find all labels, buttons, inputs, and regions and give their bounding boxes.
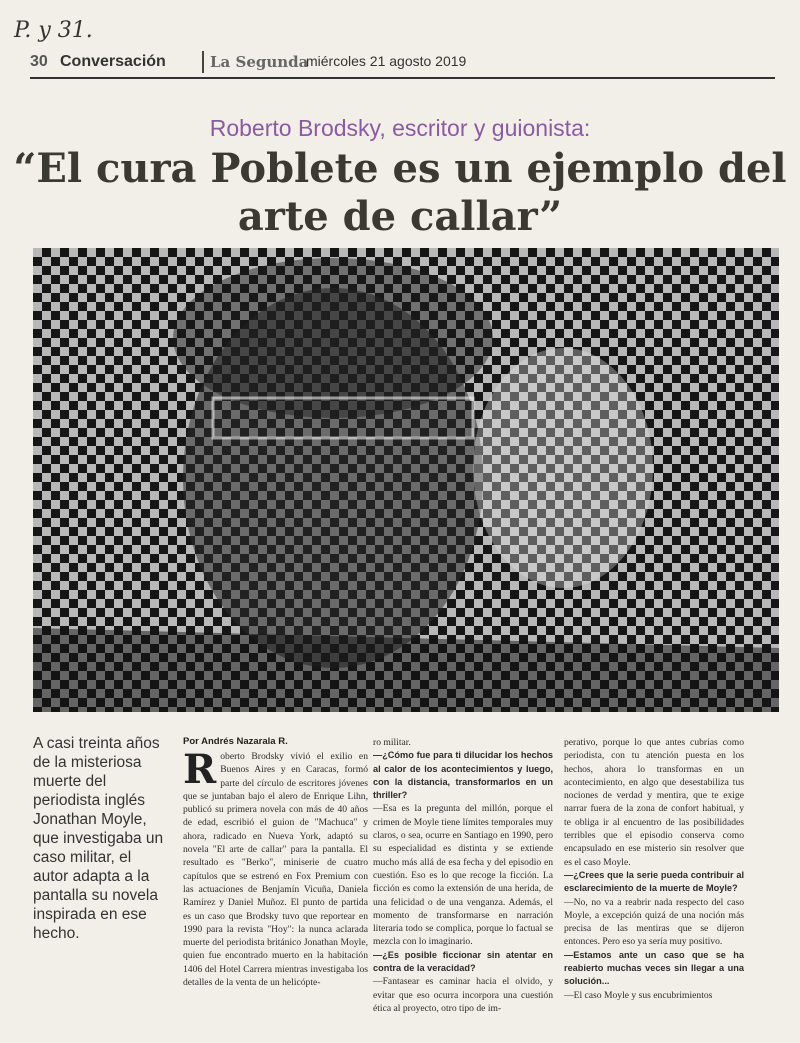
paragraph: ro militar.: [373, 737, 411, 748]
article-kicker: Roberto Brodsky, escritor y guionista:: [209, 115, 591, 141]
interview-question: —¿Cómo fue para ti dilucidar los hechos al calor de los acontecimientos y luego, con la distancia, transformarlos en un thriller?: [373, 750, 553, 801]
issue-date: miércoles 21 agosto 2019: [306, 53, 467, 69]
header-rule: [30, 77, 775, 79]
column-1-text: oberto Brodsky vivió el exilio en Buenos Aires y en Caracas, formó parte del círculo de escritores jóvenes que se juntaban bajo el alero de Enrique Lihn, publicó su primera novela con más de 40 años de edad, escribió el guion de "Machuca" y ahora, radicado en Nueva York, adaptó su novela "El arte de callar" para la pantalla. El resultado es "Berko", miniserie de cuatro capítulos que se estrenó en Fox Premium con las actuaciones de Benjamín Vicuña, Daniela Ramírez y Daniel Muñoz. El punto de partida es un caso que Brodsky tuvo que reportear en 1990 para la revista "Hoy": la nunca aclarada muerte del periodista británico Jonathan Moyle, quien fue encontrado muerto en la habitación 1406 del Hotel Carrera mientras investigaba los detalles de la venta de un helicópte-: [183, 751, 368, 989]
handwritten-note: P. y 31.: [14, 18, 93, 43]
body-column-1: [183, 746, 368, 989]
body-column-2: [373, 736, 553, 1015]
paragraph: —Esa es la pregunta del millón, porque el crimen de Moyle tiene límites temporales muy claros, o sea, ocurre en Santiago en 1990, pero su especialidad es distinta y se extiende mucho más allá de esa fecha y del episodio en cuestión. Eso es lo que recoge la ficción. La ficción es como la extensión de una herida, de una felicidad o de una venganza. Además, el momento de transformarse en narración literaria todo se complica, porque lo factual se mezcla con lo imaginario.: [373, 803, 553, 948]
paragraph: —Fantasear es caminar hacia el olvido, y evitar que eso ocurra incorpora una cuestión ética al proyecto, otro tipo de im-: [373, 976, 553, 1014]
header-divider: [202, 51, 204, 73]
portrait-silhouette: [33, 248, 779, 712]
paragraph: perativo, porque lo que antes cubrías como periodista, con tu atención puesta en los hechos, ahora lo transformas en un acontecimiento, en algo que desestabiliza tus nociones de verdad y mentira, que te exige narrar fuera de la zona de confort habitual, y te obliga ir al encuentro de las posibilidades terribles que el episodio conserva como encapsulado en ese misterio sin resolver que es el caso Moyle.: [564, 737, 744, 868]
interview-question: —Estamos ante un caso que se ha reabierto muchas veces sin llegar a una solución...: [564, 949, 744, 987]
paragraph: —El caso Moyle y sus encubrimientos: [564, 989, 713, 1001]
drop-cap: R: [183, 746, 217, 793]
paragraph: —No, no va a reabrir nada respecto del caso Moyle, a excepción quizá de una noción más precisa de las mentiras que se dijeron entonces. Pero eso ya sería muy positivo.: [564, 896, 744, 948]
interview-question: —¿Crees que la serie pueda contribuir al esclarecimiento de la muerte de Moyle?: [564, 869, 744, 894]
interview-question: —¿Es posible ficcionar sin atentar en contra de la veracidad?: [373, 949, 553, 974]
page-number: 30: [30, 53, 48, 70]
article-headline: “El cura Poblete es un ejemplo del arte de callar”: [13, 145, 787, 240]
article-lead: A casi treinta años de la misteriosa muerte del periodista inglés Jonathan Moyle, que investigaba un caso militar, el autor adapta a la pantalla su novela inspirada en ese hecho.: [33, 735, 164, 942]
body-column-3: [564, 736, 744, 1002]
byline: Por Andrés Nazarala R.: [183, 736, 288, 747]
newspaper-name: La Segunda: [210, 53, 309, 71]
page-header: [30, 47, 770, 77]
section-name: Conversación: [60, 53, 166, 70]
portrait-photo: [33, 248, 779, 712]
